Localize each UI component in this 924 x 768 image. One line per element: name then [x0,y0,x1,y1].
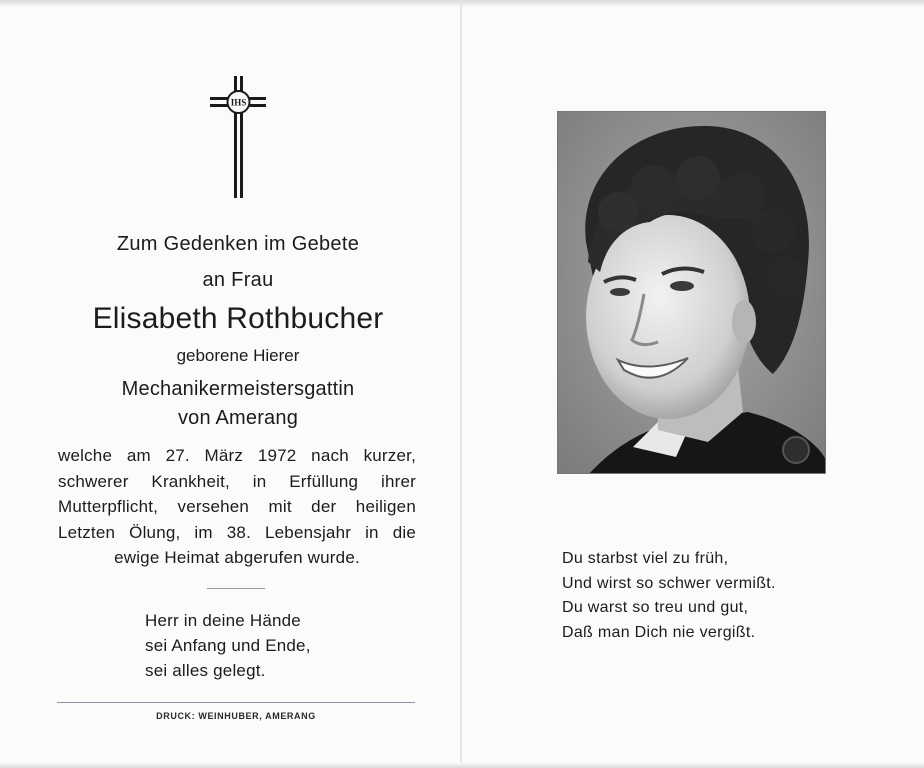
prayer-line: Herr in deine Hände [145,611,301,630]
prayer-text [145,608,311,683]
obituary-line: welche am 27. März 1972 nach kurzer, [58,446,416,465]
footer-rule [57,702,415,703]
obituary-line: schwerer Krankheit, in Erfüllung ihrer [58,471,416,491]
obituary-line: Mutterpflicht, versehen mit der heiligen [58,497,416,516]
obituary-line: ewige Heimat abgerufen wurde. [114,548,360,567]
printer-credit: DRUCK: WEINHUBER, AMERANG [156,711,316,721]
maiden-name: geborene Hierer [176,346,300,365]
hometown: von Amerang [177,407,299,429]
portrait-photo [557,111,826,474]
poem-line: Daß man Dich nie vergißt. [562,623,756,641]
heading-line-1: Zum Gedenken im Gebete [116,233,360,255]
left-panel [0,0,460,768]
poem-line: Du warst so treu und gut, [562,599,749,616]
cross-monogram: IHS [230,97,247,108]
divider [207,588,265,589]
obituary-text [58,443,416,571]
prayer-line: sei alles gelegt. [145,661,266,680]
cross-icon [209,74,267,200]
deceased-name: Elisabeth Rothbucher [92,302,384,335]
poem-line: Du starbst viel zu früh, [562,550,729,567]
occupation: Mechanikermeistersgattin [121,378,355,400]
poem-line: Und wirst so schwer vermißt. [562,574,776,592]
poem-text [562,547,776,645]
heading-line-2: an Frau [202,269,274,291]
obituary-line: Letzten Ölung, im 38. Lebensjahr in die [58,522,416,542]
prayer-line: sei Anfang und Ende, [145,636,311,655]
portrait-illustration [558,112,826,474]
